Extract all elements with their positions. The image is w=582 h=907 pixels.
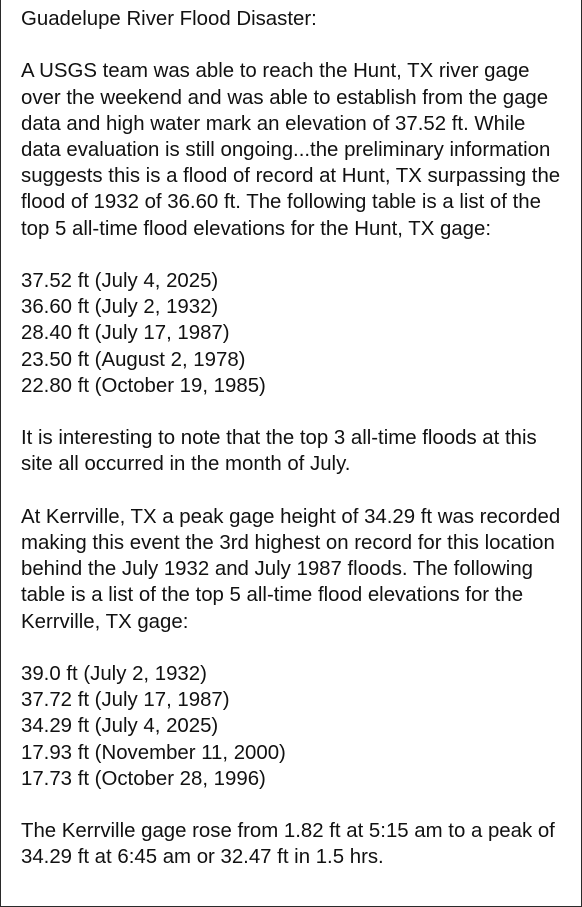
title-block: [21, 6, 567, 32]
list-item: 36.60 ft (July 2, 1932): [21, 296, 219, 319]
list-item: 28.40 ft (July 17, 1987): [21, 322, 230, 345]
hunt-flood-list: [21, 268, 567, 399]
list-item: 37.72 ft (July 17, 1987): [21, 689, 230, 712]
kerrville-paragraph: At Kerrville, TX a peak gage height of 34.29 ft was recorded making this event the 3rd highest on record for this location behind the July 1932 and July 1987 floods. The following table is a list of the top 5 all-time flood elevations for the Kerrville, TX gage:: [21, 505, 561, 633]
hunt-paragraph-block: [21, 58, 567, 241]
list-item: 23.50 ft (August 2, 1978): [21, 348, 246, 371]
note-title: Guadelupe River Flood Disaster:: [21, 8, 317, 30]
kerrville-flood-list: [21, 661, 567, 792]
list-item: 39.0 ft (July 2, 1932): [21, 663, 207, 685]
rise-note-block: [21, 818, 567, 870]
list-item: 17.93 ft (November 11, 2000): [21, 741, 286, 764]
list-item: 22.80 ft (October 19, 1985): [21, 374, 266, 397]
kerrville-paragraph-block: [21, 504, 567, 635]
list-item: 37.52 ft (July 4, 2025): [21, 270, 219, 292]
rise-note: The Kerrville gage rose from 1.82 ft at 5:15 am to a peak of 34.29 ft at 6:45 am or 32.47 ft in 1.5 hrs.: [21, 820, 555, 869]
july-note: It is interesting to note that the top 3 all-time floods at this site all occurred in the month of July.: [21, 427, 537, 476]
july-note-block: [21, 425, 567, 477]
hunt-paragraph: A USGS team was able to reach the Hunt, TX river gage over the weekend and was able to establish from the gage data and high water mark an elevation of 37.52 ft. While data evaluation is still ongoing...the preliminary information suggests this is a flood of record at Hunt, TX surpassing the flood of 1932 of 36.60 ft. The following table is a list of the top 5 all-time flood elevations for the Hunt, TX gage:: [21, 60, 561, 240]
list-item: 17.73 ft (October 28, 1996): [21, 767, 266, 790]
list-item: 34.29 ft (July 4, 2025): [21, 715, 219, 738]
